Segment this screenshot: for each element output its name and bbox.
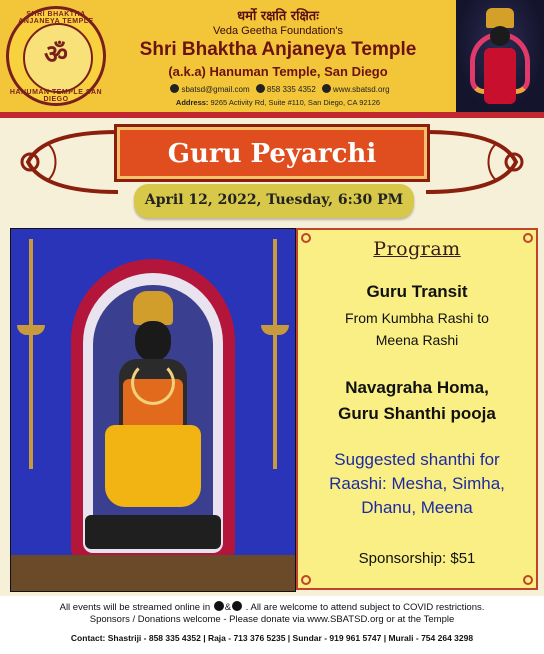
email: sbatsd@gmail.com: [181, 85, 250, 94]
phone: 858 335 4352: [266, 85, 316, 94]
address: 9265 Activity Rd, Suite #110, San Diego, CA 92126: [210, 98, 381, 107]
program-heading: Program: [373, 238, 461, 260]
foundation-name: Veda Geetha Foundation's: [213, 25, 343, 37]
corner-ornament: [523, 575, 533, 585]
hanuman-image: [456, 0, 544, 112]
guru-deity-photo: [10, 228, 296, 592]
streaming-text: All events will be streamed online in: [59, 602, 211, 613]
date-bar: [134, 184, 414, 218]
address-label: Address:: [175, 98, 209, 107]
facebook-icon: [214, 601, 224, 611]
event-date: April 12, 2022, Tuesday, 6:30 PM: [144, 192, 404, 208]
contact-line: Contact: Shastriji - 858 335 4352 | Raja - 713 376 5235 | Sundar - 919 961 5747 | Murali - 754 264 3298: [70, 633, 474, 643]
email-icon: [170, 84, 179, 93]
globe-icon: [322, 84, 331, 93]
deity-necklace: [131, 361, 175, 405]
temple-name: Shri Bhaktha Anjaneya Temple: [139, 39, 417, 60]
program-line: Raashi: Mesha, Simha,: [329, 474, 505, 493]
header-stripe: [0, 112, 544, 118]
lamp-left: [29, 239, 33, 469]
lamp-bowl-right: [261, 325, 289, 335]
program-line: Suggested shanthi for: [334, 450, 500, 469]
deity-base: [85, 515, 221, 549]
seal-symbol: ॐ: [44, 40, 68, 70]
address-row: [112, 98, 444, 107]
header-text: [112, 6, 444, 107]
program-line: Dhanu, Meena: [361, 498, 473, 517]
lamp-right: [273, 239, 277, 469]
deity-face: [490, 26, 510, 46]
seal-bottom-text: HANUMAN TEMPLE SAN DIEGO: [9, 89, 103, 103]
sponsorship: Sponsorship: $51: [358, 550, 476, 567]
contact-row: [112, 84, 444, 94]
program-line: Guru Transit: [366, 282, 468, 301]
lamp-bowl-left: [17, 325, 45, 335]
youtube-icon: [232, 601, 242, 611]
seal-top-text: SHRI BHAKTHA ANJANEYA TEMPLE: [18, 11, 94, 25]
program-line: Guru Shanthi pooja: [338, 404, 496, 423]
program-panel: [296, 228, 538, 590]
streaming-notice: [0, 601, 544, 613]
website: www.sbatsd.org: [333, 85, 390, 94]
covid-text: . All are welcome to attend subject to COVID restrictions.: [245, 602, 485, 613]
deity-dhoti: [105, 425, 201, 507]
ampersand: &: [224, 602, 232, 613]
deity-robe: [484, 48, 516, 104]
program-line: From Kumbha Rashi to: [345, 310, 489, 326]
deity-crown: [486, 8, 514, 28]
title-banner: [114, 124, 430, 182]
program-line: Navagraha Homa,: [345, 378, 489, 397]
temple-aka: (a.k.a) Hanuman Temple, San Diego: [168, 64, 388, 79]
header: [0, 0, 544, 112]
temple-seal-logo: [6, 6, 106, 106]
deity-crown: [133, 291, 173, 325]
corner-ornament: [301, 575, 311, 585]
altar-floor: [11, 555, 295, 591]
motto: धर्मो रक्षति रक्षितः: [237, 9, 319, 24]
footer: [0, 596, 544, 654]
deity-head: [135, 321, 171, 361]
event-title: Guru Peyarchi: [167, 139, 377, 169]
phone-icon: [256, 84, 265, 93]
program-line: Meena Rashi: [375, 332, 459, 348]
donation-notice: Sponsors / Donations welcome - Please donate via www.SBATSD.org or at the Temple: [89, 614, 455, 625]
